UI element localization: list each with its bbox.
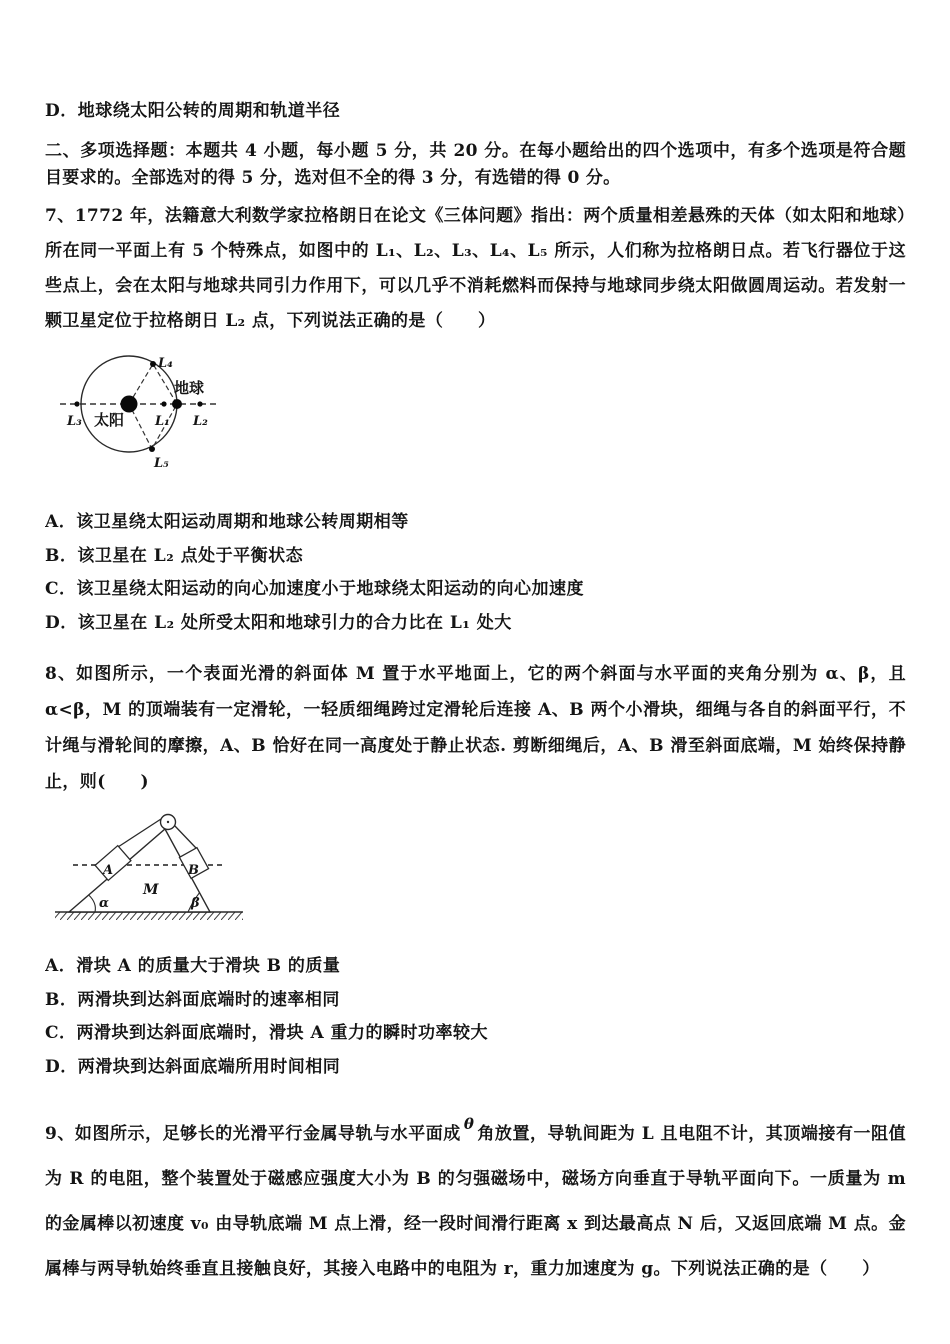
question8-option-d: D．两滑块到达斜面底端所用时间相同 xyxy=(45,1056,341,1077)
l5-dot xyxy=(149,446,155,452)
l5-label: L₅ xyxy=(154,456,169,471)
sun-dot xyxy=(121,396,138,413)
question7-option-b: B．该卫星在 L₂ 点处于平衡状态 xyxy=(45,545,304,566)
question9-text xyxy=(45,1102,906,1292)
question6-option-d: D．地球绕太阳公转的周期和轨道半径 xyxy=(45,101,341,121)
beta-label: β xyxy=(191,896,200,911)
question9-text-part1: 9、如图所示，足够长的光滑平行金属导轨与水平面成 xyxy=(45,1124,461,1144)
question7-option-a: A．该卫星绕太阳运动周期和地球公转周期相等 xyxy=(45,512,409,532)
section-header: 二、多项选择题：本题共 4 小题，每小题 5 分，共 20 分。在每小题给出的四个选项中，有多个选项是符合题目要求的。全部选对的得 5 分，选对但不全的得 3 分，有选错的得 0 分。 xyxy=(45,141,906,188)
l1-dot xyxy=(161,401,166,406)
l3-dot xyxy=(74,401,79,406)
question8-option-c: C．两滑块到达斜面底端时，滑块 A 重力的瞬时功率较大 xyxy=(45,1023,489,1043)
rope-right xyxy=(174,825,196,848)
earth-dot xyxy=(172,399,182,409)
wedge-pulley-diagram xyxy=(53,808,253,924)
question7-option-c: C．该卫星绕太阳运动的向心加速度小于地球绕太阳运动的向心加速度 xyxy=(45,579,585,599)
question7-option-d: D．该卫星在 L₂ 处所受太阳和地球引力的合力比在 L₁ 处大 xyxy=(45,612,512,633)
question7-options xyxy=(45,506,906,640)
block-b-label: B xyxy=(188,863,199,878)
wedge-mass-label: M xyxy=(143,882,159,898)
question8-options xyxy=(45,950,906,1084)
sun-label: 太阳 xyxy=(94,411,125,429)
l2-dot xyxy=(197,401,202,406)
theta-symbol: θ xyxy=(463,1115,475,1133)
earth-label: 地球 xyxy=(174,379,205,397)
question9-text-part2: 角放置，导轨间距为 L 且电阻不计，其顶端接有一阻值为 R 的电阻，整个装置处于磁感应强度大小为 B 的匀强磁场中，磁场方向垂直于导轨平面向下。一质量为 m 的金属棒以初速度 v₀ 由导轨底端 M 点上滑，经一段时间滑行距离 x 到达最高点 N 后，又返回底端 M 点。金属棒与两导轨始终垂直且接触良好，其接入电路中的电阻为 r，重力加速度为 g。下列说法正确的是（ ） xyxy=(45,1124,906,1279)
question8-option-a: A．滑块 A 的质量大于滑块 B 的质量 xyxy=(45,956,341,976)
alpha-label: α xyxy=(99,896,110,911)
lagrange-points-diagram xyxy=(55,349,277,482)
l1-label: L₁ xyxy=(155,414,170,429)
l2-label: L₂ xyxy=(193,414,208,429)
question8-figure xyxy=(53,808,906,924)
pulley-axle xyxy=(167,821,169,823)
l3-label: L₃ xyxy=(67,414,82,429)
l4-label: L₄ xyxy=(158,356,173,371)
question8-option-b: B．两滑块到达斜面底端时的速率相同 xyxy=(45,989,340,1010)
block-a-label: A xyxy=(103,863,114,878)
question8-text: 8、如图所示，一个表面光滑的斜面体 M 置于水平地面上，它的两个斜面与水平面的夹角分别为 α、β，且 α<β，M 的顶端装有一定滑轮，一轻质细绳跨过定滑轮后连接 A、B 两个小滑块，细绳与各自的斜面平行，不计绳与滑轮间的摩擦，A、B 恰好在同一高度处于静止状态. 剪断细绳后，A、B 滑至斜面底端，M 始终保持静止，则( ) xyxy=(45,664,906,792)
question7-text: 7、1772 年，法籍意大利数学家拉格朗日在论文《三体问题》指出：两个质量相差悬殊的天体（如太阳和地球）所在同一平面上有 5 个特殊点，如图中的 L₁、L₂、L₃、L₄、L₅ 所示，人们称为拉格朗日点。若飞行器位于这些点上，会在太阳与地球共同引力作用下，可以几乎不消耗燃料而保持与地球同步绕太阳做圆周运动。若发射一颗卫星定位于拉格朗日 L₂ 点，下列说法正确的是（ ） xyxy=(45,206,906,331)
question7-figure xyxy=(55,349,906,482)
ground-hatching xyxy=(55,912,243,920)
l4-dot xyxy=(150,361,156,367)
